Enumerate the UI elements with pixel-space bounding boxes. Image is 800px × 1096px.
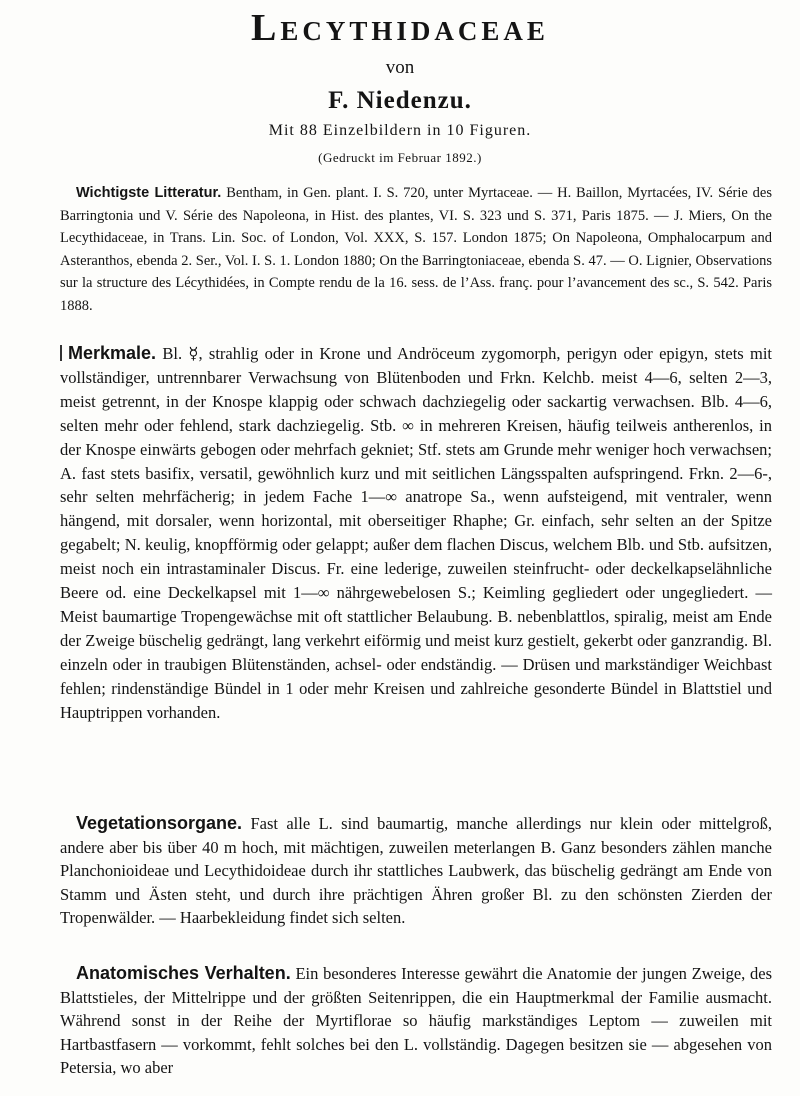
literature-section	[60, 182, 772, 317]
margin-mark-icon	[60, 345, 62, 361]
literature-text: Bentham, in Gen. plant. I. S. 720, unter Myrtaceae. — H. Baillon, Myrtacées, IV. Série des Barringtonia und V. Série des Napoleona, in Hist. des plantes, VI. S. 323 und S. 371, Paris 1875. — J. Miers, On the Lecythidaceae, in Trans. Lin. Soc. of London, Vol. XXX, S. 157. London 1875; On Napoleona, Omphalocarpum and Asteranthos, ebenda 2. Ser., Vol. I. S. 1. London 1880; On the Barringtoniaceae, ebenda S. 47. — O. Lignier, Observations sur la structure des Lécythidées, in Compte rendu de la 16. sess. de l’Ass. franç. pour l’avancement des sc., S. 542. Paris 1888.	[60, 185, 773, 314]
vegetation-section	[60, 812, 772, 930]
vegetation-heading: Vegetationsorgane.	[76, 813, 243, 833]
vegetation-text: Fast alle L. sind baumartig, manche allerdings nur klein oder mittelgroß, andere aber bis über 40 m hoch, mit mächtigen, zuweilen meterlangen B. Ganz besonders zählen manche Planchonioideae und Lecythidoideae durch ihr stattliches Laubwerk, das büschelig gedrängt am Ende von Stamm und Ästen steht, und durch ihre prächtigen Ähren großer Bl. zu den schönsten Zierden der Tropenwälder. — Haarbekleidung findet sich selten.	[60, 814, 773, 927]
print-date: (Gedruckt im Februar 1892.)	[318, 150, 482, 165]
by-label: von	[385, 57, 415, 78]
author-name: F. Niedenzu.	[328, 87, 472, 114]
anatomy-text: Ein besonderes Interesse gewährt die Anatomie der jungen Zweige, des Blattstieles, der Mittelrippe und der größten Seitenrippen, die ein Hauptmerkmal der Familie ausmacht. Während sonst in der Reihe der Myrtiflorae so häufig markständiges Leptom — zuweilen mit Hartbastfasern — vorkommt, fehlt solches bei den L. vollständig. Dagegen besitzen sie — abgesehen von Petersia, wo aber	[60, 964, 773, 1077]
literature-heading: Wichtigste Litteratur.	[76, 185, 222, 201]
characteristics-section	[60, 342, 772, 725]
anatomy-section	[60, 962, 772, 1080]
page-title: Lecythidaceae	[251, 7, 549, 49]
figures-note: Mit 88 Einzelbildern in 10 Figuren.	[268, 122, 532, 139]
characteristics-text: Bl. ☿, strahlig oder in Krone und Andröceum zygomorph, perigyn oder epigyn, stets mit vollständiger, untrennbarer Verwachsung von Blütenboden und Frkn. Kelchb. meist 4—6, selten 2—3, meist getrennt, in der Knospe klappig oder schwach dachziegelig oder sackartig verwachsen. Blb. 4—6, selten mehr oder fehlend, stark dachziegelig. Stb. ∞ in mehreren Kreisen, häufig teilweis antherenlos, in der Knospe einwärts gebogen oder mehrfach gekniet; Stf. stets am Grunde mehr weniger hoch verwachsen; A. fast stets basifix, versatil, gewöhnlich kurz und mit seitlichen Längsspalten aufspringend. Frkn. 2—6-, sehr selten mehrfächerig; in jedem Fache 1—∞ anatrope Sa., wenn aufsteigend, mit ventraler, wenn hängend, mit dorsaler, wenn horizontal, mit oberseitiger Rhaphe; Gr. einfach, sehr selten an der Spitze gegabelt; N. keulig, knopfförmig oder gelappt; außer dem flachen Discus, welchem Blb. und Stb. aufsitzen, meist noch ein intrastaminaler Discus. Fr. eine lederige, zuweilen steinfrucht- oder deckelkapselähnliche Beere od. eine Deckelkapsel mit 1—∞ nährgewebelosen S.; Keimling gegliedert oder ungegliedert. — Meist baumartige Tropengewächse mit oft stattlicher Belaubung. B. nebenblattlos, spiralig, meist am Ende der Zweige büschelig gedrängt, lang verkehrt eiförmig und meist kurz gestielt, gekerbt oder ganzrandig. Bl. einzeln oder in traubigen Blütenständen, achsel- oder endständig. — Drüsen und markständiger Weichbast fehlen; rindenständige Bündel in 1 oder mehr Kreisen und zahlreiche gesonderte Bündel in Blattstiel und Hauptrippen vorhanden.	[60, 344, 773, 722]
characteristics-heading: Merkmale.	[68, 343, 157, 363]
anatomy-heading: Anatomisches Verhalten.	[76, 963, 291, 983]
